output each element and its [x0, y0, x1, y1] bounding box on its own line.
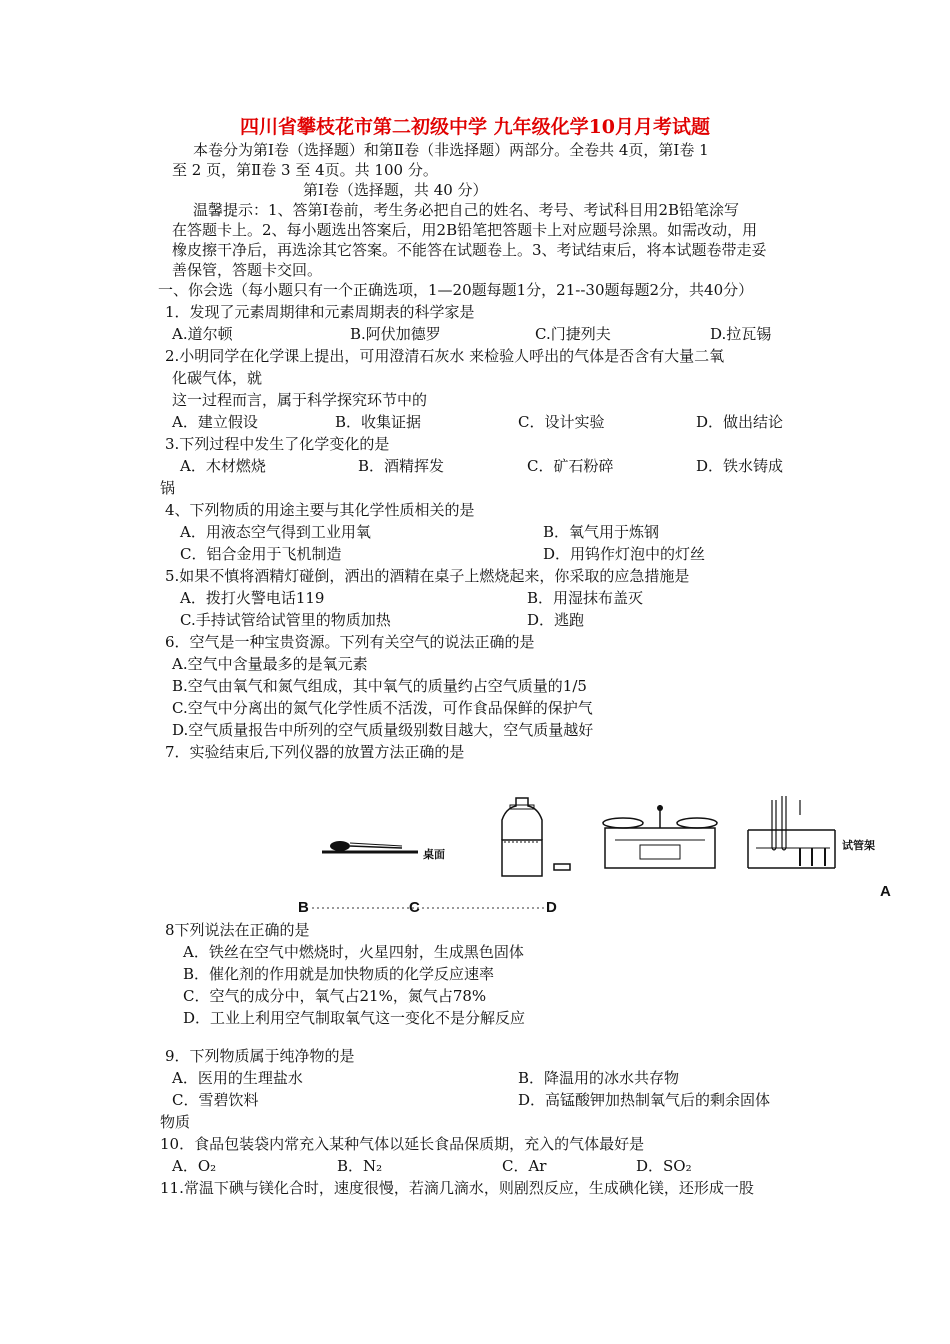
option-a: A．拨打火警电话119 — [180, 589, 325, 607]
option-c: C．铝合金用于飞机制造 — [180, 545, 342, 563]
option-a: A.道尔顿 — [172, 325, 233, 343]
option-a: A．医用的生理盐水 — [172, 1069, 303, 1087]
option-d: D．做出结论 — [696, 413, 784, 431]
figure-label-b: B — [298, 899, 309, 916]
figure-label-c: C — [409, 899, 420, 916]
part1-heading: 第Ⅰ卷（选择题，共 40 分） — [303, 181, 488, 199]
option-c: C．雪碧饮料 — [172, 1091, 259, 1109]
option-b: B．降温用的冰水共存物 — [518, 1069, 680, 1087]
question-stem: 11.常温下碘与镁化合时，速度很慢，若滴几滴水，则剧烈反应，生成碘化镁，还形成一股 — [160, 1179, 754, 1197]
option-a: A．木材燃烧 — [180, 457, 266, 475]
option-c: C．设计实验 — [518, 413, 605, 431]
option-c: C.门捷列夫 — [535, 325, 611, 343]
option-d-cont: 锅 — [160, 479, 176, 497]
question-stem: 7．实验结束后,下列仪器的放置方法正确的是 — [165, 743, 465, 761]
intro-line-1: 本卷分为第Ⅰ卷（选择题）和第Ⅱ卷（非选择题）两部分。全卷共 4页，第Ⅰ卷 1 — [193, 141, 709, 159]
option-c: C．矿石粉碎 — [527, 457, 614, 475]
option-b: B．酒精挥发 — [358, 457, 445, 475]
option-d: D．工业上利用空气制取氧气这一变化不是分解反应 — [183, 1009, 526, 1027]
rack-label: 试管架 — [842, 840, 875, 852]
option-b: B.阿伏加德罗 — [350, 325, 441, 343]
option-a: A．建立假设 — [172, 413, 258, 431]
option-c: C.手持试管给试管里的物质加热 — [180, 611, 391, 629]
option-d: D．高锰酸钾加热制氧气后的剩余固体 — [518, 1091, 771, 1109]
option-a: A．铁丝在空气中燃烧时，火星四射，生成黑色固体 — [183, 943, 524, 961]
tips-line-3: 橡皮擦干净后，再选涂其它答案。不能答在试题卷上。3、考试结束后，将本试题卷带走妥 — [172, 241, 767, 259]
option-b: B.空气由氧气和氮气组成，其中氧气的质量约占空气质量的1/5 — [172, 677, 587, 695]
option-c: C．Ar — [502, 1157, 547, 1175]
option-d: D．逃跑 — [527, 611, 585, 629]
option-b: B．用湿抹布盖灭 — [527, 589, 644, 607]
option-d: D.拉瓦锡 — [710, 325, 772, 343]
intro-line-2: 至 2 页，第Ⅱ卷 3 至 4页。共 100 分。 — [172, 161, 438, 179]
option-b: B．N₂ — [337, 1157, 383, 1175]
question-stem: 6．空气是一种宝贵资源。下列有关空气的说法正确的是 — [165, 633, 535, 651]
option-a: A．O₂ — [172, 1157, 217, 1175]
desk-label: 桌面 — [423, 849, 445, 861]
option-c: C．空气的成分中，氧气占21%，氮气占78% — [183, 987, 487, 1005]
question-stem: 3.下列过程中发生了化学变化的是 — [165, 435, 390, 453]
option-a: A.空气中含量最多的是氧元素 — [172, 655, 368, 673]
question-stem: 1．发现了元素周期律和元素周期表的科学家是 — [165, 303, 475, 321]
option-c: C.空气中分离出的氮气化学性质不活泼，可作食品保鲜的保护气 — [172, 699, 593, 717]
question-stem-cont: 这一过程而言，属于科学探究环节中的 — [172, 391, 428, 409]
question-stem: 5.如果不慎将酒精灯碰倒，洒出的酒精在桌子上燃烧起来，你采取的应急措施是 — [165, 567, 690, 585]
option-d: D.空气质量报告中所列的空气质量级别数目越大，空气质量越好 — [172, 721, 594, 739]
option-d: D．SO₂ — [636, 1157, 692, 1175]
tips-line-4: 善保管，答题卡交回。 — [172, 261, 323, 279]
option-d: D．铁水铸成 — [696, 457, 784, 475]
tips-line-2: 在答题卡上。2、每小题选出答案后，用2B铅笔把答题卡上对应题号涂黑。如需改动，用 — [172, 221, 758, 239]
section-heading: 一、你会选（每小题只有一个正确选项，1—20题每题1分，21--30题每题2分，共40分） — [158, 281, 754, 299]
question-stem: 9．下列物质属于纯净物的是 — [165, 1047, 355, 1065]
option-b: B．收集证据 — [335, 413, 422, 431]
option-a: A．用液态空气得到工业用氧 — [180, 523, 371, 541]
option-d: D．用钨作灯泡中的灯丝 — [543, 545, 706, 563]
option-b: B．催化剂的作用就是加快物质的化学反应速率 — [183, 965, 495, 983]
question-stem: 10．食品包装袋内常充入某种气体以延长食品保质期，充入的气体最好是 — [160, 1135, 645, 1153]
question-stem: 8下列说法在正确的是 — [165, 921, 310, 939]
option-b: B．氧气用于炼钢 — [543, 523, 660, 541]
tips-line-1: 温馨提示：1、答第Ⅰ卷前，考生务必把自己的姓名、考号、考试科目用2B铅笔涂写 — [193, 201, 740, 219]
question-stem-cont: 化碳气体，就 — [172, 369, 263, 387]
page-title: 四川省攀枝花市第二初级中学 九年级化学10月月考试题 — [239, 116, 711, 138]
figure-label-a: A — [880, 883, 891, 900]
option-d-cont: 物质 — [160, 1113, 191, 1131]
question-stem: 4、下列物质的用途主要与其化学性质相关的是 — [165, 501, 475, 519]
question-stem: 2.小明同学在化学课上提出，可用澄清石灰水 来检验人呼出的气体是否含有大量二氧 — [165, 347, 725, 365]
figure-label-d: D — [546, 899, 557, 916]
